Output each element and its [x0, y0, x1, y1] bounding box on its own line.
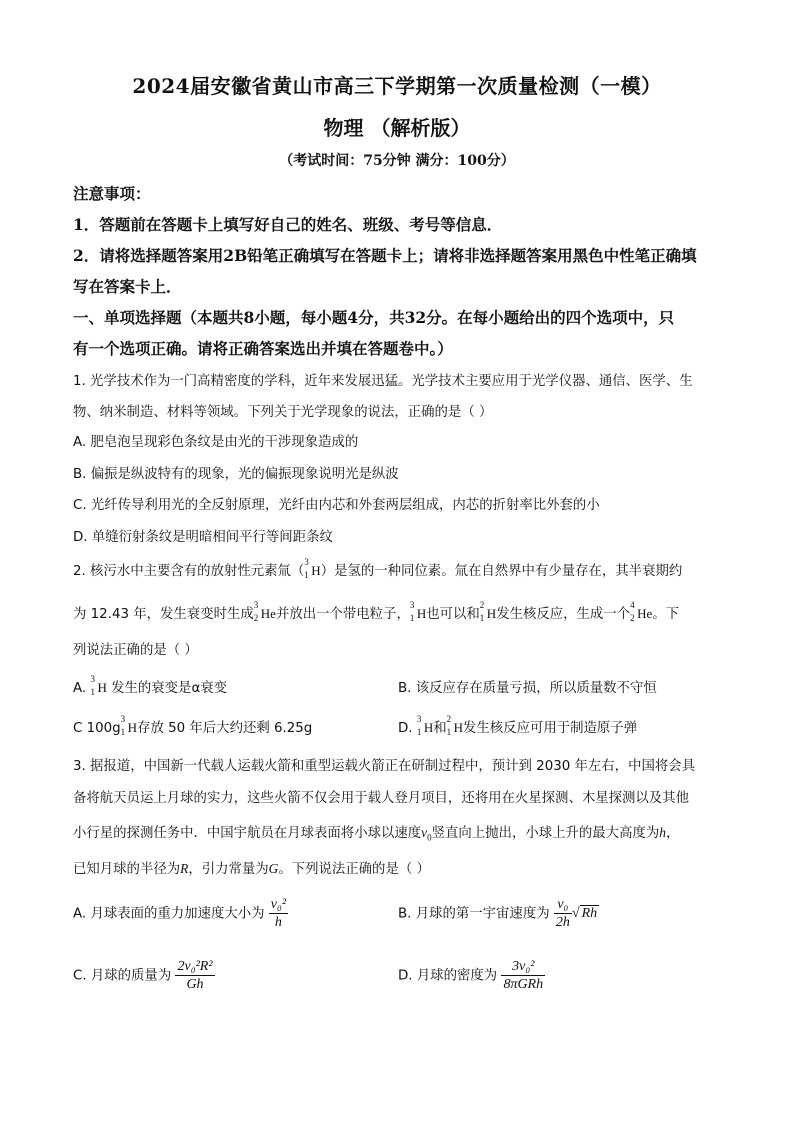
note-item-1: 1．答题前在答题卡上填写好自己的姓名、班级、考号等信息． — [73, 215, 503, 234]
q2-option-a: A. 3 1 H 发生的衰变是α衰变 — [73, 674, 228, 697]
q3-option-b: B. 月球的第一宇宙速度为 $\frac{\text{v₀}}{2h}$ √ Rh — [398, 897, 598, 930]
q2-text: 2. 核污水中主要含有的放射性元素氚（ — [73, 564, 305, 579]
tritium-symbol: 3 1 H — [120, 714, 138, 737]
tritium-symbol: 3 1 H — [90, 674, 107, 697]
helium-4-symbol: 4 2 He — [630, 600, 653, 623]
fraction: $\frac{\text{v₀}}{2h}$ — [555, 897, 570, 930]
tritium-symbol: 3 1 H — [409, 600, 427, 623]
tritium-symbol: 3 1 H — [416, 714, 434, 737]
deuterium-symbol: 2 1 H — [446, 714, 464, 737]
q2-option-d: D. 3 1 H和 2 1 H发生核反应可用于制造原子弹 — [398, 714, 638, 737]
q3-stem-line-2: 备将航天员运上月球的实力，这些火箭不仅会用于载人登月项目，还将用在火星探测、木星探测以及其他 — [73, 791, 689, 806]
q3-option-a: A. 月球表面的重力加速度大小为 $\frac{\text{v₀²}}{h}$ — [73, 897, 287, 930]
section-1-heading-b: 有一个选项正确。请将正确答案选出并填在答题卷中。） — [73, 339, 453, 358]
q1-option-c: C. 光纤传导利用光的全反射原理，光纤由内芯和外套两层组成，内芯的折射率比外套的小 — [73, 498, 600, 513]
q2-option-c: C 100g 3 1 H存放 50 年后大约还剩 6.25g — [73, 714, 313, 737]
q1-option-d: D. 单缝衍射条纹是明暗相间平行等间距条纹 — [73, 530, 333, 545]
fraction: $\frac{\text{2v₀²R²}}{Gh}$ — [177, 959, 213, 992]
q3-stem-line-3: 小行星的探测任务中．中国宇航员在月球表面将小球以速度$v_0$竖直向上抛出，小球上升的最大高度为h， — [73, 825, 680, 843]
note-item-2a: 2．请将选择题答案用2B铅笔正确填写在答题卡上；请将非选择题答案用黑色中性笔正确填 — [73, 246, 697, 265]
helium-3-symbol: 3 2 He — [253, 600, 276, 623]
page-title: 2024届安徽省黄山市高三下学期第一次质量检测（一模） — [132, 74, 662, 98]
q2-stem-line-1 — [73, 557, 723, 580]
q2-stem-line-2: 为 12.43 年，发生衰变时生成 3 2 He并放出一个带电粒子， 3 1 H也可以和 2 1 H发生核反应，生成一个 4 2 He。下 — [73, 600, 680, 623]
q3-option-d: D. 月球的密度为 $\frac{\text{3v₀²}}{\text{8πGRh}}$ — [398, 959, 544, 992]
deuterium-symbol: 2 1 H — [479, 600, 497, 623]
note-item-2b: 写在答案卡上． — [73, 277, 182, 296]
q2-option-b: B. 该反应存在质量亏损，所以质量数不守恒 — [398, 681, 657, 696]
q1-stem-b: 物、纳米制造、材料等领域。下列关于光学现象的说法，正确的是（ ） — [73, 405, 493, 420]
page-subtitle: 物理 （解析版） — [323, 116, 471, 140]
section-1-heading-a: 一、单项选择题（本题共8小题，每小题4分，共32分。在每小题给出的四个选项中，只 — [73, 308, 675, 327]
fraction: $\frac{\text{3v₀²}}{\text{8πGRh}}$ — [503, 959, 544, 992]
q3-option-c: C. 月球的质量为 $\frac{\text{2v₀²R²}}{Gh}$ — [73, 959, 213, 992]
exam-info: （考试时间：75分钟 满分：100分） — [279, 153, 515, 169]
fraction: $\frac{\text{v₀²}}{h}$ — [270, 897, 287, 930]
q3-stem-line-1: 3. 据报道，中国新一代载人运载火箭和重型运载火箭正在研制过程中，预计到 2030 年左右，中国将会具 — [73, 759, 696, 774]
q2-text: ）是氢的一种同位素。氚在自然界中有少量存在，其半衰期约 — [320, 564, 683, 579]
notes-heading: 注意事项： — [73, 184, 151, 203]
q1-stem-a: 1. 光学技术作为一门高精密度的学科，近年来发展迅猛。光学技术主要应用于光学仪器、通信、医学、生 — [73, 374, 693, 389]
q3-stem-line-4: 已知月球的半径为R，引力常量为G。下列说法正确的是（ ） — [73, 861, 430, 877]
q2-stem-line-3: 列说法正确的是（ ） — [73, 643, 198, 658]
square-root: √ Rh — [571, 905, 598, 921]
q1-option-a: A. 肥皂泡呈现彩色条纹是由光的干涉现象造成的 — [73, 435, 359, 450]
q1-option-b: B. 偏振是纵波特有的现象，光的偏振现象说明光是纵波 — [73, 467, 399, 482]
tritium-symbol: 3 1 H — [304, 557, 321, 580]
